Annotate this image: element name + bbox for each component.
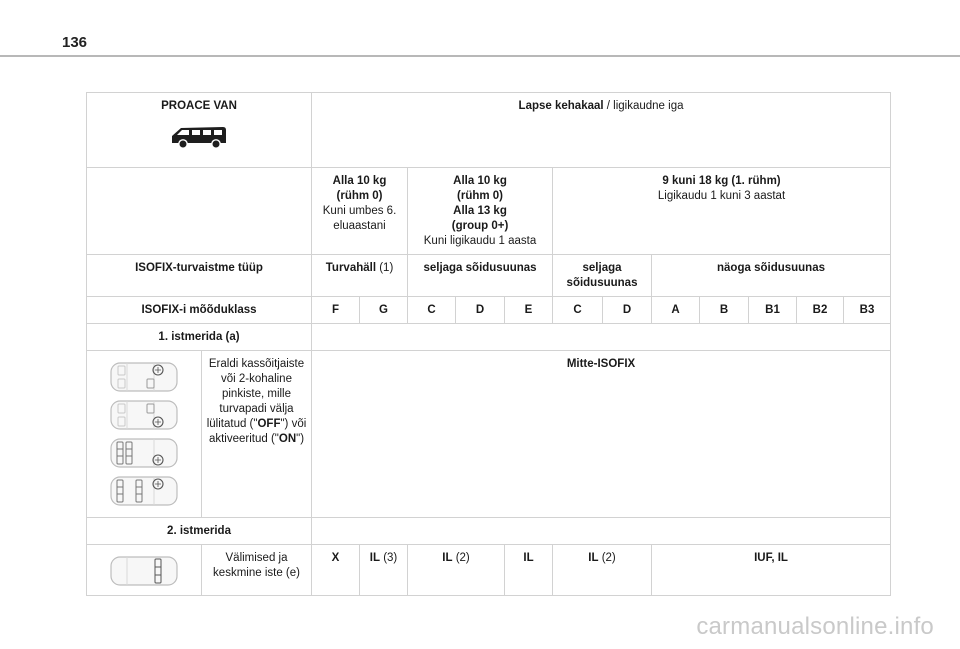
value-bold: IL xyxy=(442,552,453,564)
empty-cell xyxy=(87,168,312,255)
row2-value-2 xyxy=(360,545,408,596)
weight-group-1 xyxy=(312,168,408,255)
row2-value-4: IL xyxy=(505,545,553,596)
size-class-cell: D xyxy=(603,297,652,324)
carrycot-label: Turvahäll xyxy=(325,262,377,274)
value-bold: IL xyxy=(588,552,599,564)
weight-group-title: Alla 10 kg xyxy=(453,175,507,187)
row2-label: 2. istmerida xyxy=(87,518,312,545)
seat-type-carrycot xyxy=(312,255,408,297)
size-class-cell: E xyxy=(505,297,553,324)
row2-value-3 xyxy=(408,545,505,596)
vehicle-model: PROACE VAN xyxy=(161,100,237,112)
car-top-view-icon xyxy=(109,436,179,470)
size-class-cell: A xyxy=(652,297,700,324)
car-top-view-icon xyxy=(109,398,179,432)
weight-group-3 xyxy=(553,168,891,255)
size-class-cell: B3 xyxy=(844,297,891,324)
weight-group-title: Alla 13 kg xyxy=(453,205,507,217)
weight-group-subtitle: (rühm 0) xyxy=(336,190,383,202)
row1-value: Mitte-ISOFIX xyxy=(312,351,891,518)
carrycot-note: (1) xyxy=(376,262,394,274)
seat-type-label: ISOFIX-turvaistme tüüp xyxy=(87,255,312,297)
size-class-cell: B2 xyxy=(797,297,844,324)
value-note: (2) xyxy=(598,552,616,564)
seat-desc-text: ") xyxy=(296,433,305,445)
watermark: carmanualsonline.info xyxy=(696,613,934,640)
vehicle-cell xyxy=(87,93,312,168)
size-class-cell: D xyxy=(456,297,505,324)
size-class-label: ISOFIX-i mõõduklass xyxy=(87,297,312,324)
row1-label: 1. istmerida (a) xyxy=(87,324,312,351)
weight-header-bold: Lapse kehakaal xyxy=(518,100,604,112)
empty-cell xyxy=(312,324,891,351)
weight-group-subtitle: (group 0+) xyxy=(451,220,509,232)
car-top-view-icon xyxy=(109,554,179,588)
row1-seat-description xyxy=(202,351,312,518)
row2-value-1: X xyxy=(312,545,360,596)
seat-type-forward-facing: näoga sõidusuunas xyxy=(652,255,891,297)
size-class-cell: C xyxy=(553,297,603,324)
row2-value-5 xyxy=(553,545,652,596)
size-class-cell: C xyxy=(408,297,456,324)
page-number: 136 xyxy=(62,34,88,51)
airbag-on-label: ON xyxy=(278,433,297,445)
car-top-view-icon xyxy=(109,360,179,394)
size-class-cell: B1 xyxy=(749,297,797,324)
weight-group-2 xyxy=(408,168,553,255)
seat-type-rear-facing: seljaga sõidusuunas xyxy=(408,255,553,297)
value-note: (3) xyxy=(380,552,398,564)
weight-group-desc: Kuni ligikaudu 1 aasta xyxy=(423,235,537,247)
front-seat-diagrams xyxy=(87,351,202,518)
weight-header-rest: / ligikaudne iga xyxy=(603,100,684,112)
value-bold: IL xyxy=(369,552,380,564)
weight-group-title: Alla 10 kg xyxy=(332,175,387,187)
value-note: (2) xyxy=(452,552,470,564)
weight-group-subtitle: (rühm 0) xyxy=(457,190,504,202)
row2-value-6: IUF, IL xyxy=(652,545,891,596)
weight-group-desc: Kuni umbes 6. eluaastani xyxy=(322,205,397,232)
seat-desc-text: ") või aktiveeritud (" xyxy=(208,418,307,445)
weight-group-title: 9 kuni 18 kg (1. rühm) xyxy=(662,175,781,187)
row2-seat-description: Välimised ja keskmine iste (e) xyxy=(202,545,312,596)
seat-type-rear-facing-2: seljaga sõidusuunas xyxy=(553,255,652,297)
isofix-table xyxy=(86,92,891,596)
weight-group-desc: Ligikaudu 1 kuni 3 aastat xyxy=(657,190,786,202)
rear-seat-diagram xyxy=(87,545,202,596)
airbag-off-label: OFF xyxy=(257,418,281,430)
size-class-cell: B xyxy=(700,297,749,324)
van-icon xyxy=(169,124,229,150)
empty-cell xyxy=(312,518,891,545)
weight-header-cell xyxy=(312,93,891,168)
car-top-view-icon xyxy=(109,474,179,508)
header-rule xyxy=(0,55,960,57)
seat-desc-text: Eraldi kassõitjaiste või 2-kohaline pinkiste, mille turvapadi välja lülitatud (" xyxy=(206,358,305,430)
size-class-cell: G xyxy=(360,297,408,324)
size-class-cell: F xyxy=(312,297,360,324)
